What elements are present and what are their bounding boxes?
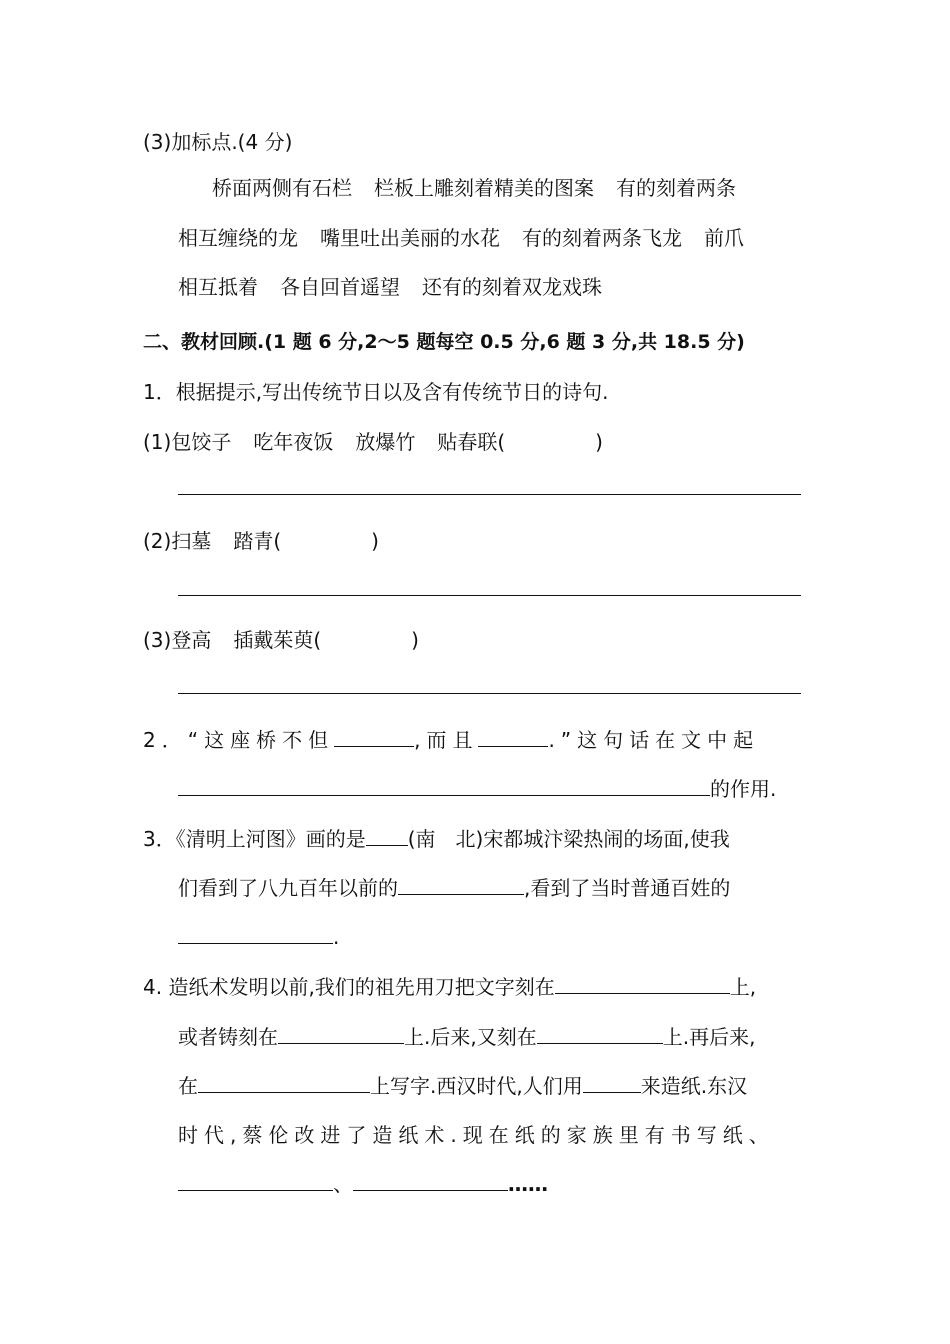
passage-phrase: 嘴里吐出美丽的水花: [320, 226, 500, 250]
q2-blank-2[interactable]: [478, 726, 548, 747]
q4-ellipsis: ……: [508, 1172, 548, 1196]
q4-blank-7[interactable]: [353, 1170, 508, 1191]
q2-blank-1[interactable]: [334, 726, 414, 747]
q4-text: 或者铸刻在: [178, 1025, 278, 1049]
q1-stem: 1．根据提示,写出传统节日以及含有传统节日的诗句.: [143, 380, 609, 404]
sub2-prefix: (2): [143, 529, 172, 553]
q3-punctuation-heading: (3)加标点.(4 分): [143, 130, 293, 154]
passage-phrase: 还有的刻着双龙戏珠: [422, 275, 602, 299]
q3-text: 宋都城汴梁热闹的场面,使我: [483, 827, 730, 851]
q2-text: 2．“这座桥不但: [143, 728, 335, 752]
close-paren: ): [411, 628, 419, 652]
passage-phrase: 栏板上雕刻着精美的图案: [374, 176, 594, 200]
passage-phrase: 桥面两侧有石栏: [212, 176, 352, 200]
q4-text: 来造纸.东汉: [640, 1074, 748, 1098]
q4-text: 上.后来,又刻在: [404, 1025, 537, 1049]
q3-text: ,看到了当时普通百姓的: [524, 876, 731, 900]
q4-text: 4. 造纸术发明以前,我们的祖先用刀把文字刻在: [143, 975, 555, 999]
q3-line-3: [178, 923, 339, 951]
passage-line-1: [212, 174, 736, 202]
hint-item: 踏青(: [233, 529, 282, 553]
close-paren: ): [595, 430, 603, 454]
hint-item: 放爆竹: [355, 430, 416, 454]
passage-phrase: 有的刻着两条飞龙: [522, 226, 682, 250]
q4-blank-5[interactable]: [583, 1072, 641, 1093]
hint-item: 吃年夜饭: [253, 430, 334, 454]
passage-line-2: [178, 224, 744, 252]
hint-item: 登高: [171, 628, 212, 652]
q4-text: 上写字.西汉时代,人们用: [370, 1074, 583, 1098]
q2-text: 的作用.: [710, 777, 777, 801]
passage-phrase: 各自回首遥望: [280, 275, 400, 299]
q4-text: 、: [333, 1172, 353, 1196]
hint-item: 包饺子: [171, 430, 232, 454]
q4-blank-3[interactable]: [537, 1023, 663, 1044]
passage-phrase: 有的刻着两条: [616, 176, 736, 200]
q4-text: 在: [178, 1074, 198, 1098]
q4-text: 上,: [729, 975, 757, 999]
poem-answer-line-2[interactable]: [178, 595, 801, 596]
q1-sub1: [143, 428, 603, 456]
passage-phrase: 相互缠绕的龙: [178, 226, 298, 250]
q1-sub2: [143, 527, 379, 555]
q2-text: .”这句话在文中起: [548, 728, 760, 752]
passage-line-3: [178, 273, 602, 301]
q4-line-5: [178, 1170, 548, 1198]
q3-text: .: [333, 925, 340, 949]
q4-blank-6[interactable]: [178, 1170, 333, 1191]
q4-blank-4[interactable]: [198, 1072, 370, 1093]
q3-text: 们看到了八九百年以前的: [178, 876, 398, 900]
q2-line-2: [178, 775, 776, 803]
q3-line-1: [143, 825, 730, 853]
q3-line-2: [178, 874, 730, 902]
q3-text: 3．《清明上河图》画的是: [143, 827, 366, 851]
hint-item: 扫墓: [171, 529, 212, 553]
q4-line-3: [178, 1072, 747, 1100]
section-2-heading: [143, 328, 745, 356]
sub1-prefix: (1): [143, 430, 172, 454]
q3-blank-1[interactable]: [366, 825, 408, 846]
q2-line-1: [143, 726, 759, 754]
q3-blank-3[interactable]: [178, 923, 333, 944]
q4-blank-1[interactable]: [555, 973, 730, 994]
q4-blank-2[interactable]: [278, 1023, 404, 1044]
hint-item: 贴春联(: [437, 430, 506, 454]
q4-line-2: [178, 1023, 755, 1051]
close-paren: ): [371, 529, 379, 553]
sub3-prefix: (3): [143, 628, 172, 652]
q2-text: ,而且: [414, 728, 479, 752]
q4-text: 上.再后来,: [662, 1025, 756, 1049]
q4-line-1: [143, 973, 756, 1001]
section-2-heading-text: 二、教材回顾.(1 题 6 分,2～5 题每空 0.5 分,6 题 3 分,共 18.5 分): [143, 331, 745, 353]
q4-line-4: 时代,蔡伦改进了造纸术.现在纸的家族里有书写纸、: [178, 1123, 775, 1147]
q3-choice: (南 北): [407, 827, 484, 851]
passage-phrase: 相互抵着: [178, 275, 258, 299]
hint-item: 插戴茱萸(: [233, 628, 322, 652]
passage-phrase: 前爪: [704, 226, 744, 250]
poem-answer-line-3[interactable]: [178, 693, 801, 694]
q1-sub3: [143, 626, 419, 654]
q2-blank-3[interactable]: [178, 775, 710, 796]
poem-answer-line-1[interactable]: [178, 494, 801, 495]
q3-blank-2[interactable]: [398, 874, 524, 895]
